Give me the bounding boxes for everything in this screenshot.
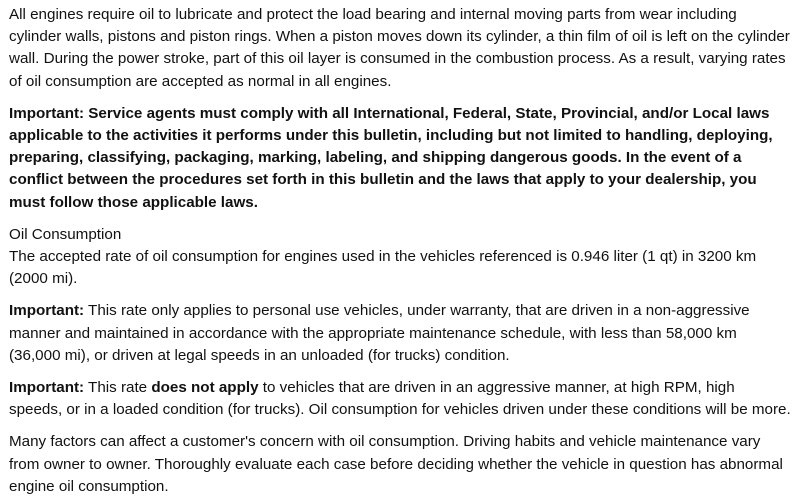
- important-note-rate-not-applies: [9, 377, 792, 421]
- does-not-apply-emphasis: does not apply: [151, 379, 259, 397]
- note-text-before: This rate: [84, 379, 152, 397]
- closing-paragraph: Many factors can affect a customer's concern with oil consumption. Driving habits and vehicle maintenance vary from owner to owner. Thoroughly evaluate each case before deciding whether the vehicle in question has abnormal engine oil consumption.: [9, 433, 783, 495]
- compliance-notice: Important: Service agents must comply with all International, Federal, State, Provincial, and/or Local laws applicable to the activities it performs under this bulletin, including but not limited to handling, deploying, preparing, classifying, packaging, marking, labeling, and shipping dangerous goods. In the event of a conflict between the procedures set forth in this bulletin and the laws that apply to your dealership, you must follow those applicable laws.: [9, 104, 773, 211]
- bulletin-document: [9, 4, 792, 498]
- note-text: This rate only applies to personal use vehicles, under warranty, that are driven in a non-aggressive manner and maintained in accordance with the appropriate maintenance schedule, with less than 58,000 km (36,000 mi), or driven at legal speeds in an unloaded (for trucks) condition.: [9, 302, 750, 364]
- important-note-rate-applies: [9, 300, 792, 367]
- note-text-after: to vehicles that are driven in an aggressive manner, at high RPM, high speeds, or in a loaded condition (for trucks). Oil consumption for vehicles driven under these conditions will be more.: [9, 379, 791, 419]
- section-heading-oil-consumption: Oil Consumption: [9, 225, 122, 243]
- accepted-rate-paragraph: The accepted rate of oil consumption for engines used in the vehicles referenced is 0.946 liter (1 qt) in 3200 km (2000 mi).: [9, 248, 757, 288]
- important-label: Important:: [9, 379, 85, 397]
- important-label: Important:: [9, 302, 85, 320]
- intro-paragraph: All engines require oil to lubricate and protect the load bearing and internal moving parts from wear including cylinder walls, pistons and piston rings. When a piston moves down its cylinder, a thin film of oil is left on the cylinder wall. During the power stroke, part of this oil layer is consumed in the combustion process. As a result, varying rates of oil consumption are accepted as normal in all engines.: [9, 6, 790, 90]
